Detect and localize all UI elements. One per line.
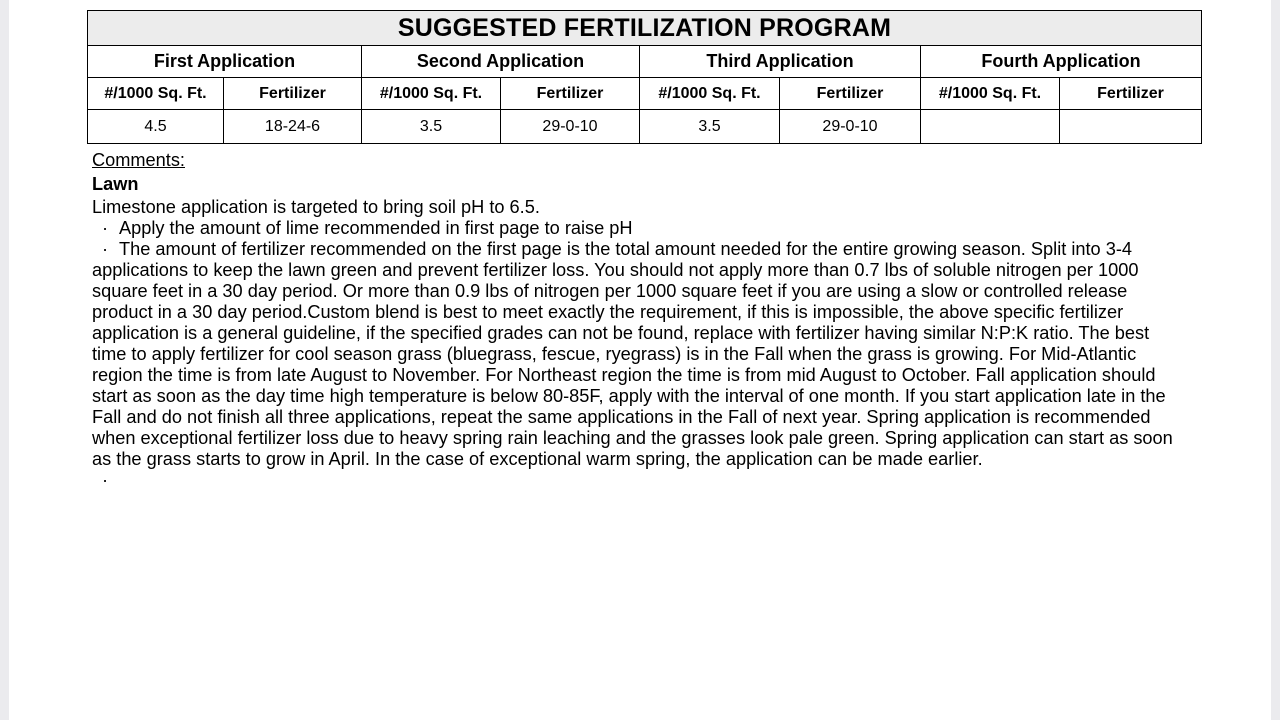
fertilizer-column-header: Fertilizer bbox=[224, 78, 362, 110]
paragraph-line: Fall and do not finish all three applications, repeat the same applications in the Fall of next year. Spring application is recommended bbox=[92, 407, 1151, 427]
paragraph-line: time to apply fertilizer for cool season grass (bluegrass, fescue, ryegrass) is in the Fall when the grass is growing. For Mid-Atlantic bbox=[92, 344, 1137, 364]
list-item bbox=[92, 218, 1212, 239]
paragraph-line: applications to keep the lawn green and prevent fertilizer loss. You should not apply more than 0.7 lbs of soluble nitrogen per 1000 bbox=[92, 260, 1139, 280]
comments-section bbox=[92, 150, 1212, 491]
bullet-dot: · bbox=[102, 239, 109, 259]
bullet-text: The amount of fertilizer recommended on the first page is the total amount needed for the entire growing season. Split into 3-4 bbox=[119, 239, 1133, 259]
table-row bbox=[88, 110, 1202, 144]
lawn-heading: Lawn bbox=[92, 174, 139, 194]
fourth-application-fertilizer bbox=[1060, 110, 1202, 144]
paragraph-line: product in a 30 day period.Custom blend is best to meet exactly the requirement, if this is impossible, the above specific fertilizer bbox=[92, 302, 1124, 322]
rate-column-header: #/1000 Sq. Ft. bbox=[362, 78, 501, 110]
first-application-header: First Application bbox=[88, 46, 362, 78]
document-page bbox=[9, 0, 1271, 720]
third-application-rate: 3.5 bbox=[640, 110, 780, 144]
bullet-dot: · bbox=[102, 470, 109, 490]
fourth-application-header: Fourth Application bbox=[921, 46, 1202, 78]
rate-column-header: #/1000 Sq. Ft. bbox=[640, 78, 780, 110]
application-header-row bbox=[88, 46, 1202, 78]
paragraph-line: start as soon as the day time high temperature is below 80-85F, apply with the interval of one month. If you start application late in the bbox=[92, 386, 1166, 406]
comments-label: Comments: bbox=[92, 150, 185, 170]
list-item bbox=[92, 239, 1212, 260]
limestone-intro: Limestone application is targeted to bring soil pH to 6.5. bbox=[92, 197, 540, 217]
rate-column-header: #/1000 Sq. Ft. bbox=[921, 78, 1060, 110]
rate-column-header: #/1000 Sq. Ft. bbox=[88, 78, 224, 110]
fertilizer-column-header: Fertilizer bbox=[780, 78, 921, 110]
paragraph-line: as the grass starts to grow in April. In the case of exceptional warm spring, the application can be made earlier. bbox=[92, 449, 983, 469]
paragraph-line: when exceptional fertilizer loss due to heavy spring rain leaching and the grasses look pale green. Spring application can start as soon bbox=[92, 428, 1173, 448]
fertilizer-paragraph bbox=[92, 260, 1212, 470]
fertilization-program-table bbox=[87, 10, 1202, 144]
table-title: SUGGESTED FERTILIZATION PROGRAM bbox=[88, 11, 1202, 46]
fertilizer-column-header: Fertilizer bbox=[1060, 78, 1202, 110]
bullet-dot: · bbox=[102, 218, 109, 238]
third-application-fertilizer: 29-0-10 bbox=[780, 110, 921, 144]
second-application-rate: 3.5 bbox=[362, 110, 501, 144]
paragraph-line: square feet in a 30 day period. Or more than 0.9 lbs of nitrogen per 1000 square feet if you are using a slow or controlled release bbox=[92, 281, 1128, 301]
column-header-row bbox=[88, 78, 1202, 110]
second-application-header: Second Application bbox=[362, 46, 640, 78]
second-application-fertilizer: 29-0-10 bbox=[501, 110, 640, 144]
third-application-header: Third Application bbox=[640, 46, 921, 78]
list-item bbox=[92, 470, 1212, 491]
fourth-application-rate bbox=[921, 110, 1060, 144]
paragraph-line: region the time is from late August to November. For Northeast region the time is from mid August to October. Fall application should bbox=[92, 365, 1156, 385]
first-application-rate: 4.5 bbox=[88, 110, 224, 144]
bullet-text: Apply the amount of lime recommended in first page to raise pH bbox=[119, 218, 633, 238]
paragraph-line: application is a general guideline, if the specified grades can not be found, replace with fertilizer having similar N:P:K ratio. The best bbox=[92, 323, 1150, 343]
fertilizer-column-header: Fertilizer bbox=[501, 78, 640, 110]
first-application-fertilizer: 18-24-6 bbox=[224, 110, 362, 144]
